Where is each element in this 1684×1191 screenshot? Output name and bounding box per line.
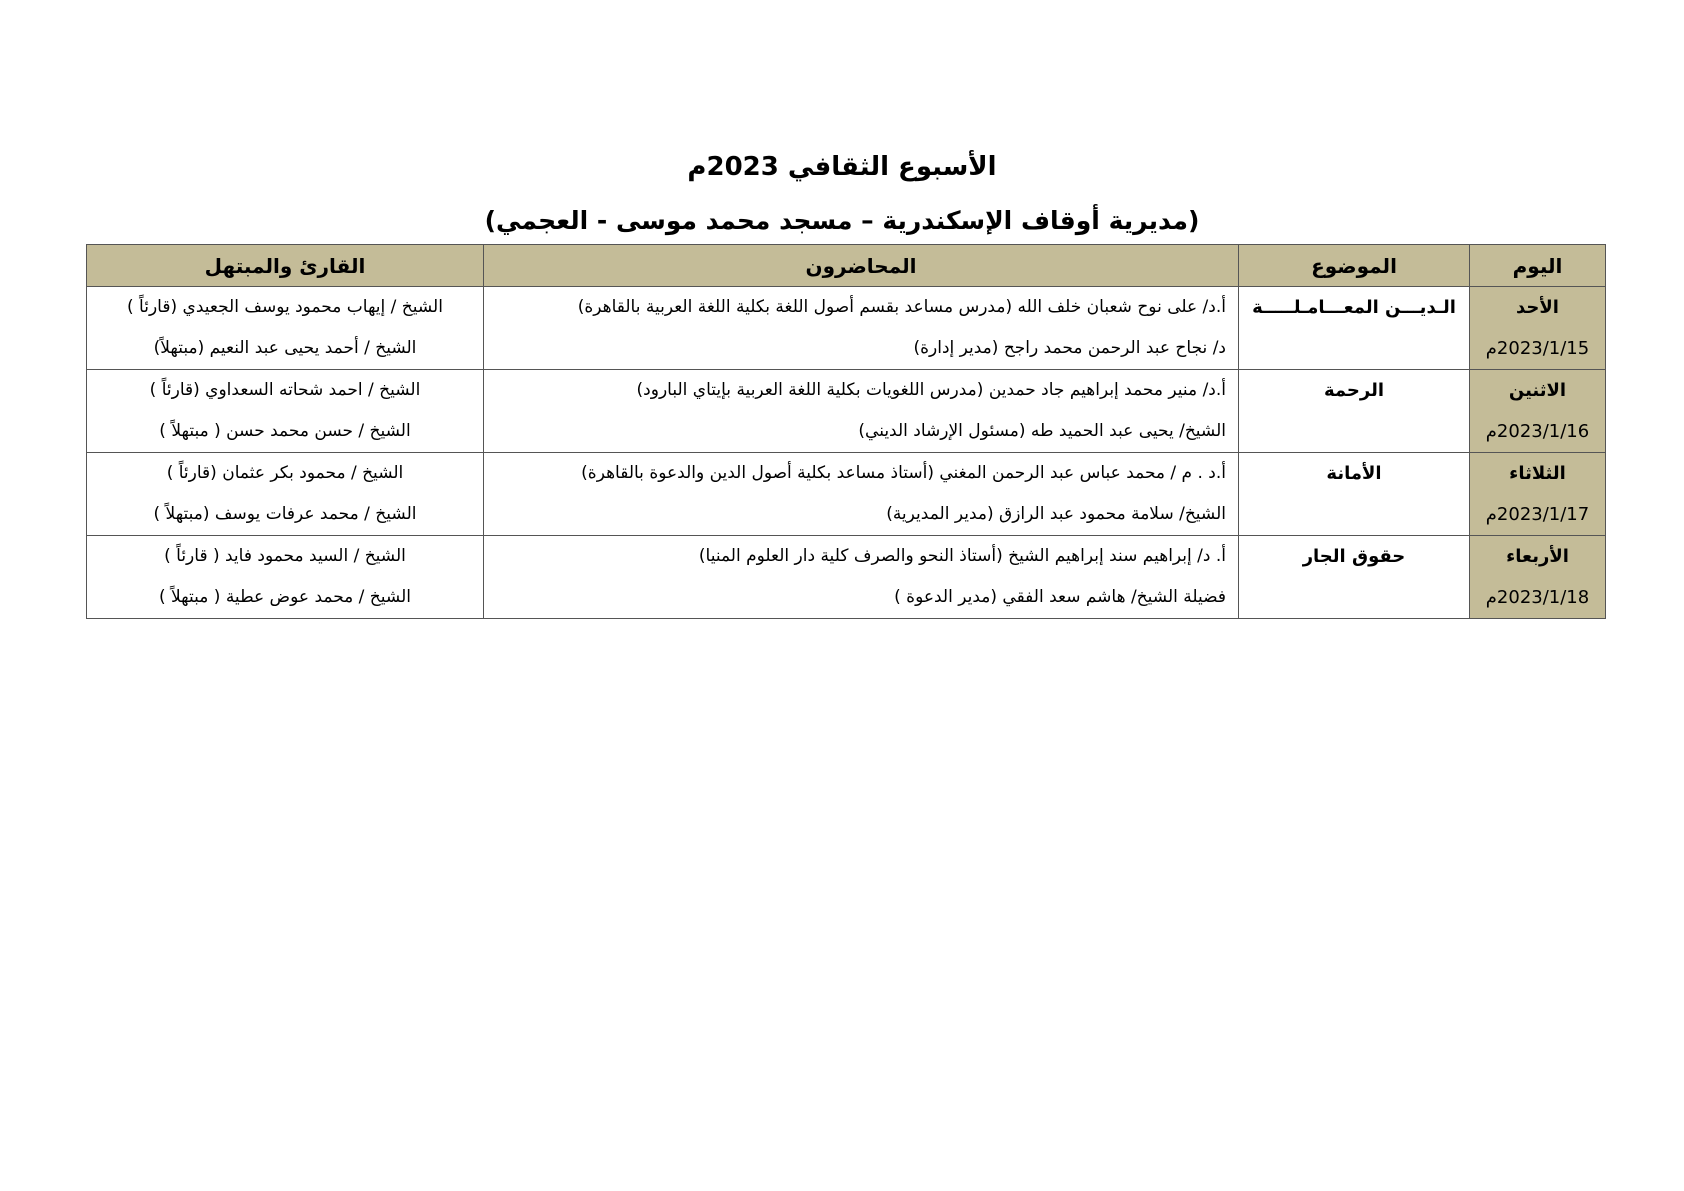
lecturers-cell xyxy=(484,453,1239,536)
readers-cell xyxy=(87,287,484,370)
day-cell xyxy=(1470,453,1606,536)
topic-cell xyxy=(1239,370,1470,453)
topic-cell xyxy=(1239,536,1470,619)
header-day: اليوم xyxy=(1470,245,1606,287)
day-date: 2023/1/17م xyxy=(1485,504,1590,525)
day-date: 2023/1/18م xyxy=(1485,587,1590,608)
readers-cell xyxy=(87,370,484,453)
schedule-table xyxy=(86,244,1606,619)
lecturer-2: الشيخ/ يحيى عبد الحميد طه (مسئول الإرشاد الديني) xyxy=(858,421,1226,441)
day-cell xyxy=(1470,536,1606,619)
reader-2: الشيخ / محمد عرفات يوسف (مبتهلاً ) xyxy=(153,504,417,524)
lecturer-2: د/ نجاح عبد الرحمن محمد راجح (مدير إدارة) xyxy=(913,338,1226,358)
day-date: 2023/1/16م xyxy=(1485,421,1590,442)
reader-1: الشيخ / احمد شحاته السعداوي (قارئاً ) xyxy=(149,380,421,400)
topic-cell xyxy=(1239,287,1470,370)
table-row xyxy=(87,287,1606,370)
topic-text: الرحمة xyxy=(1323,380,1385,401)
day-name: الاثنين xyxy=(1508,380,1567,401)
lecturer-2: الشيخ/ سلامة محمود عبد الرازق (مدير المديرية) xyxy=(886,504,1226,524)
header-readers: القارئ والمبتهل xyxy=(87,245,484,287)
day-cell xyxy=(1470,370,1606,453)
reader-2: الشيخ / حسن محمد حسن ( مبتهلاً ) xyxy=(159,421,411,441)
readers-cell xyxy=(87,453,484,536)
reader-1: الشيخ / إيهاب محمود يوسف الجعيدي (قارئاً ) xyxy=(127,297,443,317)
reader-1: الشيخ / محمود بكر عثمان (قارئاً ) xyxy=(166,463,404,483)
day-date: 2023/1/15م xyxy=(1485,338,1590,359)
lecturer-1: أ.د/ على نوح شعبان خلف الله (مدرس مساعد بقسم أصول اللغة بكلية اللغة العربية بالقاهرة) xyxy=(577,297,1226,317)
topic-text: الـديـــن المعـــامـلـــــة xyxy=(1252,297,1456,318)
header-lecturers: المحاضرون xyxy=(484,245,1239,287)
lecturers-cell xyxy=(484,536,1239,619)
readers-cell xyxy=(87,536,484,619)
day-cell xyxy=(1470,287,1606,370)
table-row xyxy=(87,370,1606,453)
lecturer-2: فضيلة الشيخ/ هاشم سعد الفقي (مدير الدعوة ) xyxy=(894,587,1226,607)
page-title: الأسبوع الثقافي 2023م xyxy=(687,152,997,182)
table-row xyxy=(87,536,1606,619)
reader-2: الشيخ / محمد عوض عطية ( مبتهلاً ) xyxy=(159,587,411,607)
topic-text: الأمانة xyxy=(1326,463,1382,484)
table-row xyxy=(87,453,1606,536)
day-name: الأحد xyxy=(1516,297,1559,318)
day-name: الأربعاء xyxy=(1506,546,1569,567)
lecturers-cell xyxy=(484,370,1239,453)
topic-text: حقوق الجار xyxy=(1302,546,1406,567)
header-topic: الموضوع xyxy=(1239,245,1470,287)
lecturer-1: أ. د/ إبراهيم سند إبراهيم الشيخ (أستاذ النحو والصرف كلية دار العلوم المنيا) xyxy=(698,546,1226,566)
reader-2: الشيخ / أحمد يحيى عبد النعيم (مبتهلاً) xyxy=(153,338,417,358)
page-subtitle: (مديرية أوقاف الإسكندرية – مسجد محمد موسى - العجمي) xyxy=(484,206,1200,235)
topic-cell xyxy=(1239,453,1470,536)
lecturer-1: أ.د . م / محمد عباس عبد الرحمن المغني (أستاذ مساعد بكلية أصول الدين والدعوة بالقاهرة) xyxy=(581,463,1226,483)
lecturers-cell xyxy=(484,287,1239,370)
day-name: الثلاثاء xyxy=(1509,463,1566,484)
reader-1: الشيخ / السيد محمود فايد ( قارئاً ) xyxy=(164,546,406,566)
table-header-row xyxy=(87,245,1606,287)
lecturer-1: أ.د/ منير محمد إبراهيم جاد حمدين (مدرس اللغويات بكلية اللغة العربية بإيتاي البارود) xyxy=(636,380,1226,400)
